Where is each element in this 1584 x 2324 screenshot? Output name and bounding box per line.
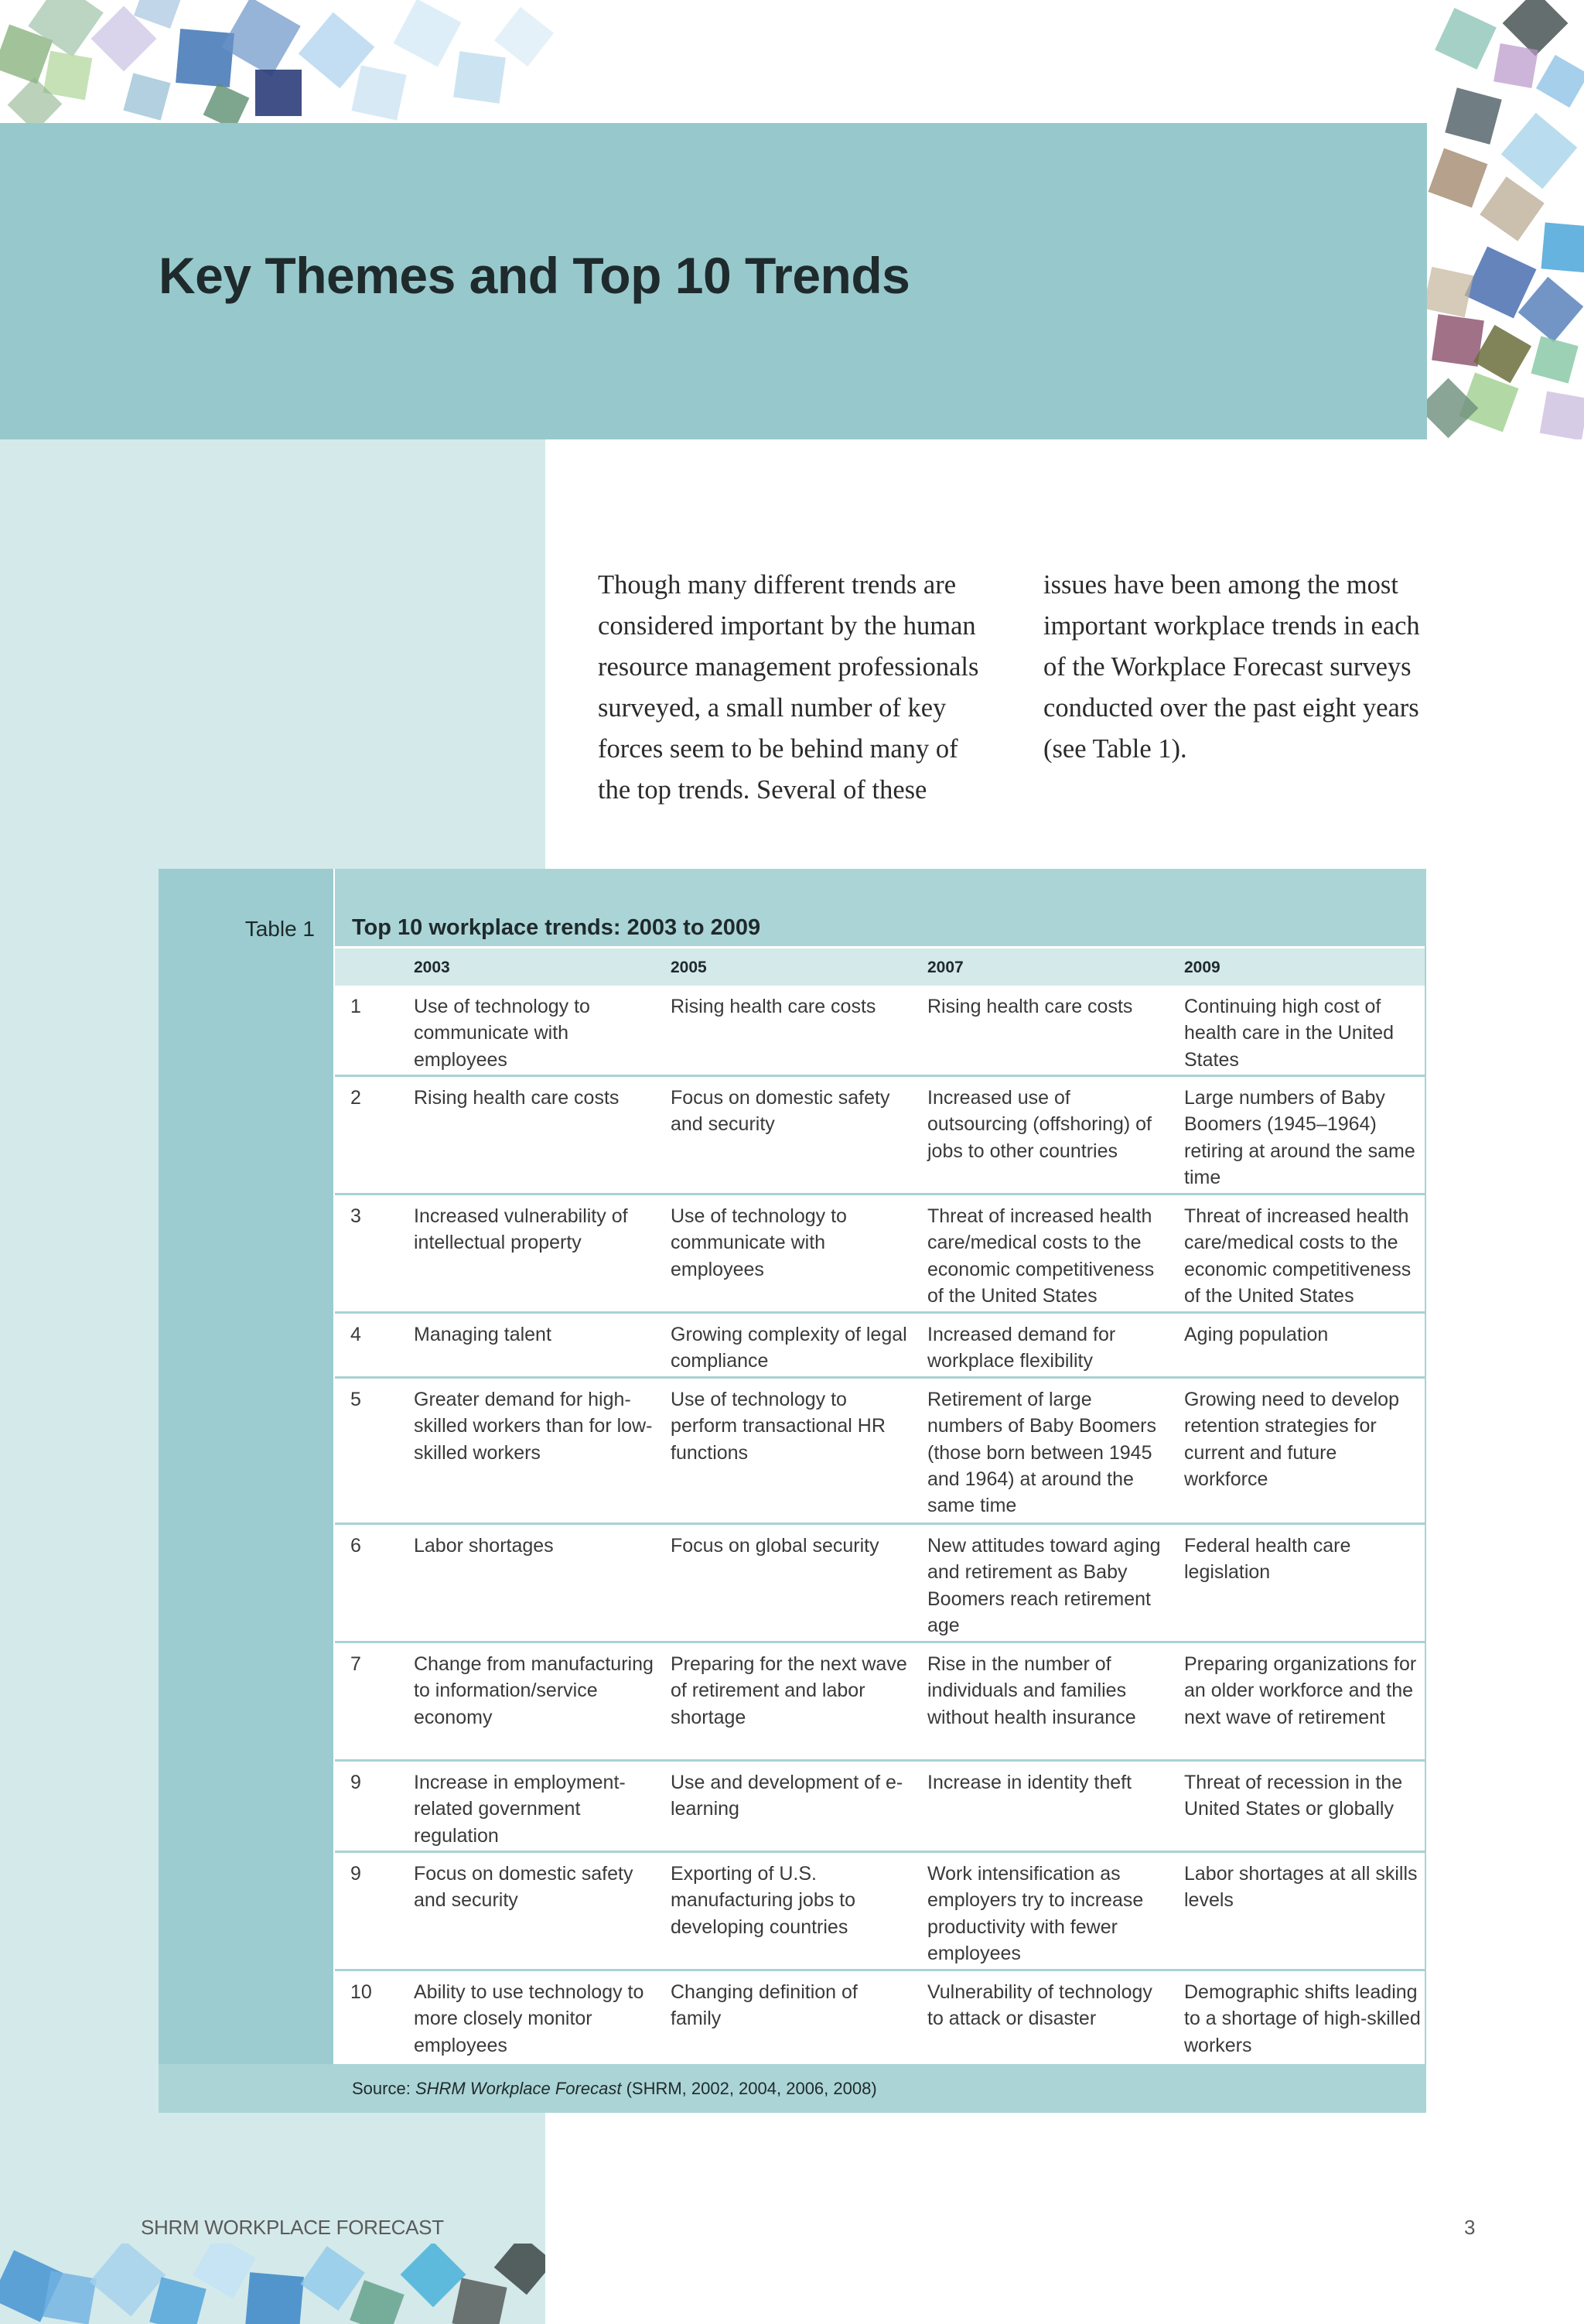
bottom-left-mosaic-decoration xyxy=(0,2244,545,2324)
table-cell: Preparing for the next wave of retirement and labor shortage xyxy=(671,1653,907,1728)
rank-cell: 5 xyxy=(350,1389,361,1410)
page-title: Key Themes and Top 10 Trends xyxy=(159,247,910,304)
table-cell: Labor shortages at all skills levels xyxy=(1184,1863,1418,1912)
table-row xyxy=(335,1853,1426,1971)
table-cell: Vulnerability of technology to attack or disaster xyxy=(927,1981,1152,2030)
rank-cell: 4 xyxy=(350,1324,361,1345)
table-row xyxy=(335,1195,1426,1314)
table-side-panel xyxy=(159,869,333,2113)
table-row xyxy=(335,1971,1426,2064)
rank-cell: 1 xyxy=(350,996,361,1017)
table-row xyxy=(335,1525,1426,1643)
table-cell: Focus on domestic safety and security xyxy=(671,1087,890,1136)
table-row xyxy=(335,1077,1426,1195)
table-cell: Exporting of U.S. manufacturing jobs to developing countries xyxy=(671,1863,856,1938)
table-cell: Managing talent xyxy=(414,1324,551,1345)
table-row xyxy=(335,1762,1426,1853)
rank-cell: 3 xyxy=(350,1205,361,1227)
table-cell: Focus on domestic safety and security xyxy=(414,1863,633,1912)
table-cell: Ability to use technology to more closely monitor employees xyxy=(414,1981,644,2056)
rank-cell: 9 xyxy=(350,1772,361,1793)
table-cell: Rising health care costs xyxy=(414,1087,620,1109)
table-row xyxy=(335,1643,1426,1762)
table-column-headers xyxy=(335,948,1426,986)
table-cell: Growing complexity of legal compliance xyxy=(671,1324,907,1372)
top-right-mosaic-decoration xyxy=(1427,0,1584,439)
rank-cell: 6 xyxy=(350,1535,361,1557)
table-row xyxy=(335,986,1426,1077)
table-cell: New attitudes toward aging and retirement as Baby Boomers reach retirement age xyxy=(927,1535,1161,1636)
table-source xyxy=(352,2079,877,2099)
table-cell: Increased vulnerability of intellectual property xyxy=(414,1205,628,1254)
source-publication: SHRM Workplace Forecast xyxy=(415,2079,622,2098)
column-header: 2003 xyxy=(414,959,450,976)
rank-cell: 9 xyxy=(350,1863,361,1885)
table-cell: Use of technology to communicate with employees xyxy=(671,1205,847,1280)
table-cell: Use of technology to perform transactional HR functions xyxy=(671,1389,886,1464)
rank-cell: 2 xyxy=(350,1087,361,1109)
table-cell: Increased use of outsourcing (offshoring) of jobs to other countries xyxy=(927,1087,1152,1162)
table-cell: Change from manufacturing to information/service economy xyxy=(414,1653,654,1728)
table-cell: Increase in identity theft xyxy=(927,1772,1132,1793)
table-cell: Labor shortages xyxy=(414,1535,554,1557)
table-cell: Increase in employment-related government regulation xyxy=(414,1772,626,1847)
source-prefix: Source: xyxy=(352,2079,415,2098)
column-header: 2009 xyxy=(1184,959,1220,976)
table-cell: Federal health care legislation xyxy=(1184,1535,1351,1584)
trends-table xyxy=(159,869,1426,2113)
rank-cell: 10 xyxy=(350,1981,372,2003)
table-cell: Use of technology to communicate with employees xyxy=(414,996,590,1071)
rank-cell: 7 xyxy=(350,1653,361,1675)
table-cell: Work intensification as employers try to increase productivity with fewer employees xyxy=(927,1863,1144,1964)
page-number: 3 xyxy=(1464,2216,1476,2239)
table-cell: Greater demand for high-skilled workers than for low-skilled workers xyxy=(414,1389,653,1464)
table-cell: Focus on global security xyxy=(671,1535,879,1557)
table-cell: Demographic shifts leading to a shortage of high-skilled workers xyxy=(1184,1981,1421,2056)
table-cell: Rising health care costs xyxy=(927,996,1133,1017)
footer-publication: SHRM WORKPLACE FORECAST xyxy=(141,2216,444,2239)
intro-paragraph: Though many different trends are considered important by the human resource management professionals surveyed, a small number of key forces seem to be behind many of the top trends. Several of these issues have been among the most important workplace trends in each of the Workplace Forecast surveys conducted over the past eight years (see Table 1). xyxy=(598,570,1420,805)
table-row xyxy=(335,1379,1426,1525)
column-header: 2005 xyxy=(671,959,707,976)
table-title: Top 10 workplace trends: 2003 to 2009 xyxy=(352,915,761,940)
column-header: 2007 xyxy=(927,959,964,976)
table-cell: Rise in the number of individuals and families without health insurance xyxy=(927,1653,1136,1728)
table-cell: Growing need to develop retention strategies for current and future workforce xyxy=(1184,1389,1399,1490)
table-cell: Increased demand for workplace flexibility xyxy=(927,1324,1116,1372)
table-cell: Rising health care costs xyxy=(671,996,876,1017)
table-cell: Aging population xyxy=(1184,1324,1329,1345)
table-cell: Threat of increased health care/medical costs to the economic competitiveness of the United States xyxy=(1184,1205,1412,1307)
table-cell: Continuing high cost of health care in the United States xyxy=(1184,996,1395,1071)
table-label: Table 1 xyxy=(244,917,315,941)
table-source-bar xyxy=(159,2064,1426,2113)
table-cell: Threat of recession in the United States or globally xyxy=(1184,1772,1403,1820)
table-cell: Retirement of large numbers of Baby Boomers (those born between 1945 and 1964) at around the same time xyxy=(927,1389,1156,1517)
table-cell: Preparing organizations for an older workforce and the next wave of retirement xyxy=(1184,1653,1417,1728)
top-left-mosaic-decoration xyxy=(0,0,557,123)
table-row xyxy=(335,1314,1426,1379)
table-cell: Threat of increased health care/medical costs to the economic competitiveness of the United States xyxy=(927,1205,1155,1307)
table-title-bar xyxy=(335,869,1426,946)
table-cell: Use and development of e-learning xyxy=(671,1772,903,1820)
table-cell: Changing definition of family xyxy=(671,1981,858,2030)
source-suffix: (SHRM, 2002, 2004, 2006, 2008) xyxy=(621,2079,877,2098)
table-right-border xyxy=(1425,946,1426,2064)
table-cell: Large numbers of Baby Boomers (1945–1964) retiring at around the same time xyxy=(1184,1087,1415,1188)
